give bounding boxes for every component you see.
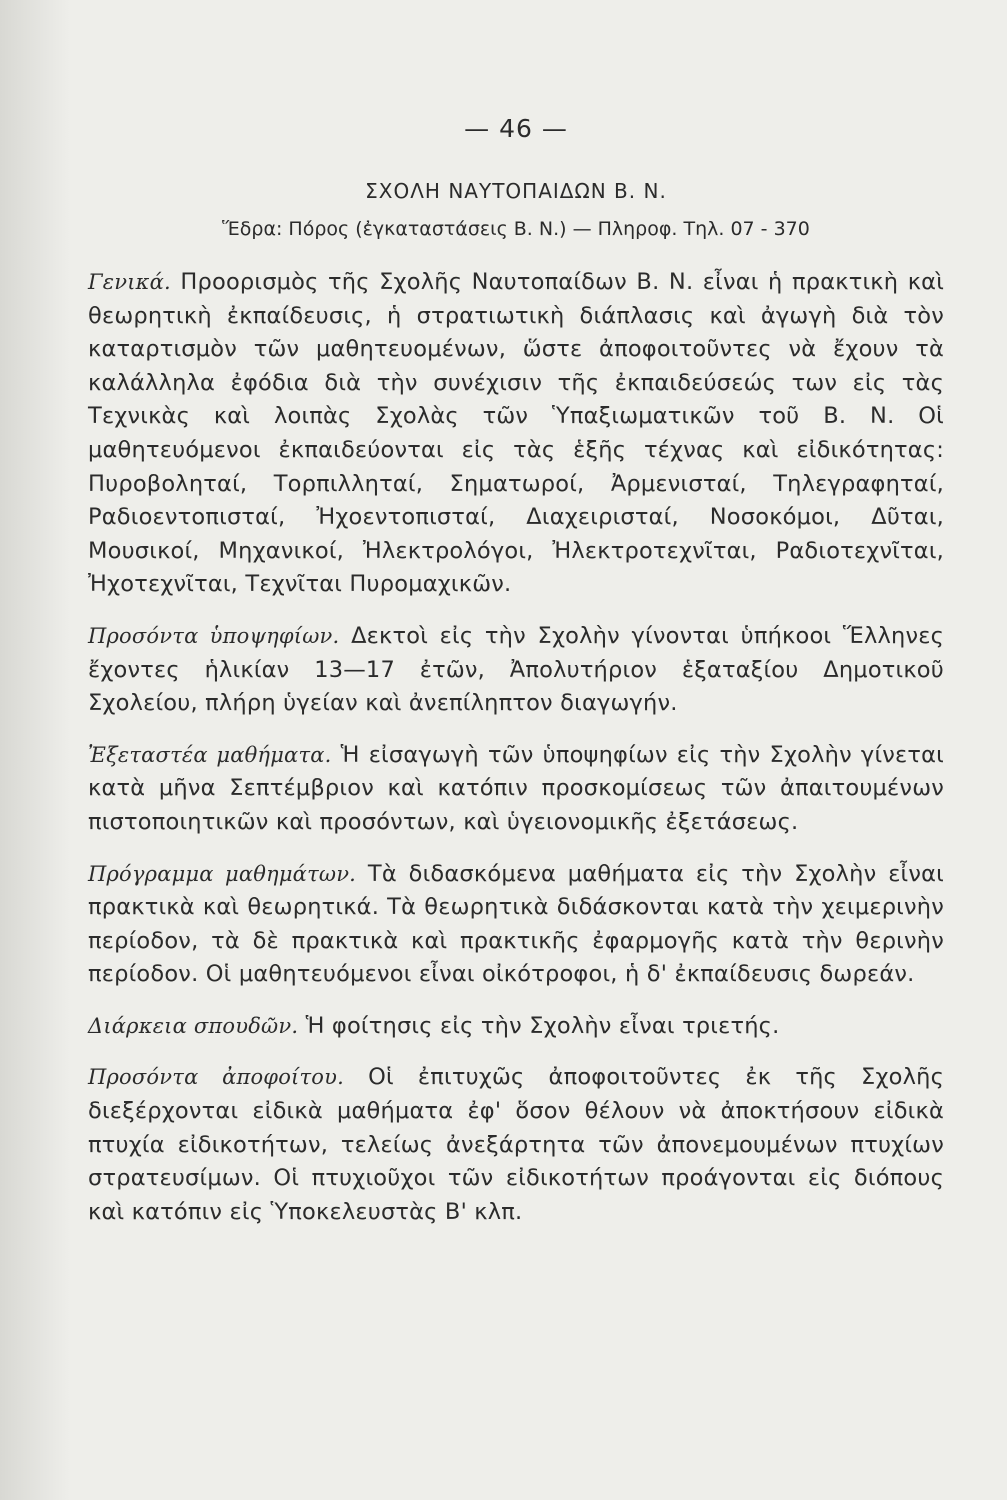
paragraph-lead: Προσόντα ὑποψηφίων. bbox=[88, 623, 340, 648]
paragraph-general bbox=[88, 266, 944, 602]
page-text-block bbox=[88, 112, 944, 1247]
document-heading: ΣΧΟΛΗ ΝΑΥΤΟΠΑΙΔΩΝ Β. Ν. bbox=[365, 179, 667, 203]
paragraph-candidate-qualifications bbox=[88, 620, 944, 721]
paragraph-curriculum bbox=[88, 858, 944, 992]
paragraph-body: Προορισμὸς τῆς Σχολῆς Ναυτοπαίδων Β. Ν. εἶναι ἡ πρακτικὴ καὶ θεωρητικὴ ἐκπαίδευσις, ἡ στρατιωτικὴ διάπλασις καὶ ἀγωγὴ διὰ τὸν καταρτισμὸν τῶν μαθητευομένων, ὥστε ἀποφοιτοῦντες νὰ ἔχουν τὰ καλάλληλα ἐφόδια διὰ τὴν συνέχισιν τῆς ἐκπαιδεύσεώς των εἰς τὰς Τεχνικὰς καὶ λοιπὰς Σχολὰς τῶν Ὑπαξιωματικῶν τοῦ Β. Ν. Οἱ μαθητευόμενοι ἐκπαιδεύονται εἰς τὰς ἑξῆς τέχνας καὶ εἰδικότητας: Πυροβοληταί, Τορπιλληταί, Σηματωροί, Ἀρμενισταί, Τηλεγραφηταί, Ραδιοεντοπισταί, Ἠχοεντοπισταί, Διαχειρισταί, Νοσοκόμοι, Δῦται, Μουσικοί, Μηχανικοί, Ἠλεκτρολόγοι, Ἠλεκτροτεχνῖται, Ραδιοτεχνῖται, Ἠχοτεχνῖται, Τεχνῖται Πυρομαχικῶν. bbox=[88, 269, 945, 598]
paragraph-lead: Διάρκεια σπουδῶν. bbox=[88, 1013, 299, 1038]
paragraph-lead: Προσόντα ἀποφοίτου. bbox=[88, 1065, 344, 1090]
paragraph-lead: Ἐξεταστέα μαθήματα. bbox=[88, 742, 332, 767]
document-subheading: Ἕδρα: Πόρος (ἐγκαταστάσεις Β. Ν.) — Πληροφ. Τηλ. 07 - 370 bbox=[222, 218, 810, 240]
paragraph-body: Ἡ φοίτησις εἰς τὴν Σχολὴν εἶναι τριετής. bbox=[305, 1012, 780, 1039]
paragraph-exam-subjects bbox=[88, 739, 944, 840]
paragraph-lead: Πρόγραμμα μαθημάτων. bbox=[88, 861, 357, 886]
paragraph-graduate-qualifications bbox=[88, 1061, 944, 1229]
paragraph-body: Δεκτοὶ εἰς τὴν Σχολὴν γίνονται ὑπήκοοι Ἕλληνες ἔχοντες ἡλικίαν 13—17 ἐτῶν, Ἀπολυτήριον ἑξαταξίου Δημοτικοῦ Σχολείου, πλήρη ὑγείαν καὶ ἀνεπίληπτον διαγωγήν. bbox=[88, 622, 945, 717]
paragraph-body: Οἱ ἐπιτυχῶς ἀποφοιτοῦντες ἐκ τῆς Σχολῆς διεξέρχονται εἰδικὰ μαθήματα ἐφ' ὅσον θέλουν νὰ ἀποκτήσουν εἰδικὰ πτυχία εἰδικοτήτων, τελείως ἀνεξάρτητα τῶν ἀπονεμουμένων πτυχίων στρατευσίμων. Οἱ πτυχιοῦχοι τῶν εἰδικοτήτων προάγονται εἰς διόπους καὶ κατόπιν εἰς Ὑποκελευστὰς Β' κλπ. bbox=[88, 1064, 945, 1225]
binding-shadow bbox=[0, 0, 70, 1500]
paragraph-duration bbox=[88, 1010, 944, 1044]
paragraph-body: Τὰ διδασκόμενα μαθήματα εἰς τὴν Σχολὴν εἶναι πρακτικὰ καὶ θεωρητικά. Τὰ θεωρητικὰ διδάσκονται κατὰ τὴν χειμερινὴν περίοδον, τὰ δὲ πρακτικὰ καὶ πρακτικῆς ἐφαρμογῆς κατὰ τὴν θερινὴν περίοδον. Οἱ μαθητευόμενοι εἶναι οἰκότροφοι, ἡ δ' ἐκπαίδευσις δωρεάν. bbox=[88, 860, 944, 988]
paragraph-lead: Γενικά. bbox=[88, 270, 171, 294]
page-number: — 46 — bbox=[464, 114, 568, 143]
paragraph-body: Ἡ εἰσαγωγὴ τῶν ὑποψηφίων εἰς τὴν Σχολὴν γίνεται κατὰ μῆνα Σεπτέμβριον καὶ κατόπιν προσκομίσεως τῶν ἀπαιτουμένων πιστοποιητικῶν καὶ προσόντων, καὶ ὑγειονομικῆς ἐξετάσεως. bbox=[88, 741, 944, 835]
